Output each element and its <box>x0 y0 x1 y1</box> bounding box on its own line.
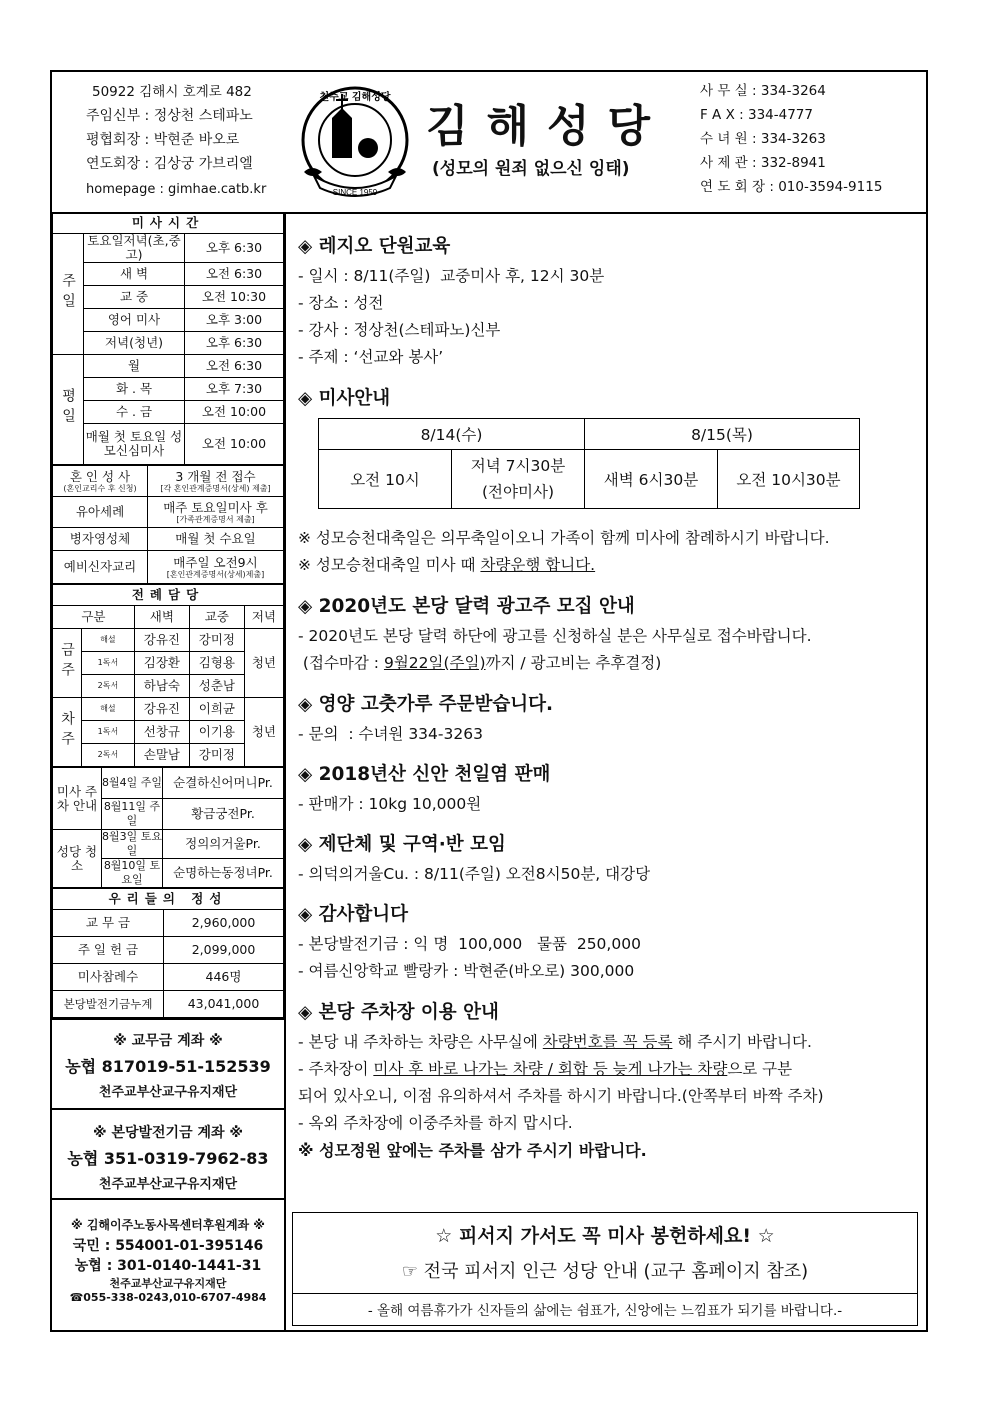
parish-title: 김해성당 <box>426 101 669 152</box>
contact-fax: F A X : 334-4777 <box>700 107 813 123</box>
liturgy-main: 성춘남 <box>189 675 244 698</box>
section-calendar-ads: ◈ 2020년도 본당 달력 광고주 모집 안내 <box>298 596 635 617</box>
sacrament-name: 예비신자교리 <box>53 551 148 584</box>
calendar-line: - 2020년도 본당 달력 하단에 광고를 신청하실 분은 사무실로 접수바랍니다. <box>298 627 812 645</box>
liturgy-main: 김형용 <box>189 652 244 675</box>
mass-note: ※ 성모승천대축일 미사 때 차량운행 합니다. <box>298 556 596 574</box>
account-number: 농협 351-0319-7962-83 <box>67 1149 269 1168</box>
sacrament-value: 매주 토요일미사 후 [가족관계증명서 제출] <box>148 497 284 528</box>
support-phone: ☎055-338-0243,010-6707-4984 <box>69 1291 267 1304</box>
mass-slot: 저녁 7시30분 (전야미사) <box>452 450 585 509</box>
notice-headline: ☆ 피서지 가서도 꼭 미사 봉헌하세요! ☆ <box>435 1225 775 1247</box>
mass-guide-table <box>318 418 860 509</box>
pastor: 주임신부 : 정상천 스테파노 <box>86 108 253 124</box>
liturgy-header: 교중 <box>189 606 244 629</box>
thanks-line: - 본당발전기금 : 익 명 100,000 물품 250,000 <box>298 935 641 953</box>
vacation-notice <box>292 1212 918 1326</box>
account-title: ※ 교무금 계좌 ※ <box>113 1033 223 1049</box>
parking-guide-label: 미사 주차 안내 <box>53 768 102 830</box>
mass-time: 오전 6:30 <box>185 263 284 286</box>
young-adult-head: 연도회장 : 김상궁 가브리엘 <box>86 156 253 172</box>
offering-value: 446명 <box>164 964 284 991</box>
sidebar <box>52 212 286 1330</box>
mass-name: 수 . 금 <box>84 401 185 424</box>
mass-time: 오전 10:30 <box>185 286 284 309</box>
parish-logo <box>292 80 418 206</box>
liturgy-dawn: 강유진 <box>134 629 189 652</box>
liturgy-main: 이기용 <box>189 721 244 744</box>
address: 50922 김해시 호계로 482 <box>92 84 252 100</box>
mass-name: 영어 미사 <box>84 309 185 332</box>
council-head: 평협회장 : 박현준 바오로 <box>86 132 240 148</box>
account-holder: 천주교부산교구유지재단 <box>98 1085 238 1100</box>
liturgy-dawn: 하남숙 <box>134 675 189 698</box>
liturgy-table <box>52 584 284 767</box>
liturgy-title: 전례담당 <box>53 585 284 606</box>
account-title: ※ 본당발전기금 계좌 ※ <box>92 1125 244 1141</box>
support-holder: 천주교부산교구유지재단 <box>109 1277 227 1290</box>
liturgy-header: 새벽 <box>134 606 189 629</box>
salt-line: - 판매가 : 10kg 10,000원 <box>298 795 482 813</box>
contact-rectory: 사 제 관 : 332-8941 <box>700 155 826 171</box>
mass-date: 8/14(수) <box>319 419 585 450</box>
sacrament-value: 매주일 오전9시 [혼인관계증명서(상세)제출] <box>148 551 284 584</box>
duty-group: 순결하신어머니Pr. <box>163 768 284 799</box>
account-holder: 천주교부산교구유지재단 <box>98 1177 238 1192</box>
sacrament-name: 혼 인 성 사 (혼인교리수 후 신청) <box>53 466 148 497</box>
mass-slot: 오전 10시 <box>319 450 452 509</box>
duty-date: 8월11일 주일 <box>102 799 163 830</box>
section-pepper: ◈ 영양 고춧가루 주문받습니다. <box>298 694 554 715</box>
section-legio: ◈ 레지오 단원교육 <box>298 236 451 257</box>
parking-line: 되어 있사오니, 이점 유의하셔서 주차를 하시기 바랍니다.(안쪽부터 바짝 주차) <box>298 1087 824 1105</box>
account-box <box>52 1018 284 1108</box>
liturgy-role: 2독서 <box>82 675 135 698</box>
mass-times-title: 미사시간 <box>53 213 284 234</box>
liturgy-dawn: 강유진 <box>134 698 189 721</box>
homepage-link[interactable]: homepage : gimhae.catb.kr <box>86 182 267 197</box>
liturgy-dawn: 손말남 <box>134 744 189 767</box>
bulletin-frame <box>50 70 928 1332</box>
thanks-line: - 여름신앙학교 빨랑카 : 박현준(바오로) 300,000 <box>298 962 635 980</box>
account-box <box>52 1108 284 1198</box>
liturgy-dawn: 선창규 <box>134 721 189 744</box>
weekday-label: 평일 <box>53 355 84 465</box>
liturgy-evening: 청년 <box>244 698 283 767</box>
section-meetings: ◈ 제단체 및 구역·반 모임 <box>298 834 506 855</box>
mass-times-table <box>52 212 284 465</box>
next-week-label: 차주 <box>53 698 82 767</box>
liturgy-role: 2독서 <box>82 744 135 767</box>
support-title: ※ 김해이주노동사목센터후원계좌 ※ <box>71 1218 265 1232</box>
duty-date: 8월10일 토요일 <box>102 859 163 888</box>
logo-text: 천주교 김해성당 <box>319 92 391 103</box>
offering-value: 2,960,000 <box>164 910 284 937</box>
offerings-table <box>52 888 284 1018</box>
cleaning-label: 성당 청소 <box>53 830 102 888</box>
mass-time: 오후 7:30 <box>185 378 284 401</box>
offering-name: 교 무 금 <box>53 910 164 937</box>
liturgy-header: 구분 <box>53 606 135 629</box>
duty-date: 8월3일 토요일 <box>102 830 162 857</box>
liturgy-evening: 청년 <box>244 629 283 698</box>
parking-note: ※ 성모정원 앞에는 주차를 삼가 주시기 바랍니다. <box>298 1141 647 1160</box>
sacrament-name: 유아세례 <box>53 497 148 528</box>
parish-subtitle: (성모의 원죄 없으신 잉태) <box>432 159 630 179</box>
duty-table <box>52 767 284 888</box>
mass-name: 매월 첫 토요일 성모신심미사 <box>84 424 185 465</box>
mass-name: 새 벽 <box>84 263 185 286</box>
mass-time: 오후 6:30 <box>185 332 284 355</box>
section-thanks: ◈ 감사합니다 <box>298 904 409 925</box>
meetings-line: - 의덕의거울Cu. : 8/11(주일) 오전8시50분, 대강당 <box>298 865 651 883</box>
mass-name: 교 중 <box>84 286 185 309</box>
section-salt: ◈ 2018년산 신안 천일염 판매 <box>298 764 551 785</box>
sacraments-table <box>52 465 284 584</box>
account-number: 농협 817019-51-152539 <box>65 1057 271 1076</box>
mass-time: 오전 6:30 <box>185 355 284 378</box>
parking-line: - 주차장이 미사 후 바로 나가는 차량 / 회합 등 늦게 나가는 차량으로 구분 <box>298 1060 793 1078</box>
sacrament-value: 3 개월 전 접수 [각 혼인관계증명서(상세) 제출] <box>148 466 284 497</box>
sunday-label: 주일 <box>53 234 84 355</box>
sacrament-value: 매월 첫 수요일 <box>148 528 284 551</box>
liturgy-role: 1독서 <box>82 652 135 675</box>
liturgy-role: 1독서 <box>82 721 135 744</box>
section-mass-guide: ◈ 미사안내 <box>298 388 391 409</box>
duty-date: 8월4일 주일 <box>102 768 163 799</box>
support-box <box>52 1198 284 1316</box>
mass-slot: 새벽 6시30분 <box>585 450 718 509</box>
contact-convent: 수 녀 원 : 334-3263 <box>700 131 826 147</box>
duty-group: 황금궁전Pr. <box>163 799 284 830</box>
offering-name: 본당발전기금누계 <box>53 991 164 1018</box>
legio-line: - 주제 : ‘선교와 봉사’ <box>298 348 444 366</box>
mass-slot: 오전 10시30분 <box>718 450 860 509</box>
main-content <box>286 212 926 1330</box>
support-account-2: 농협 : 301-0140-1441-31 <box>74 1258 262 1274</box>
duty-group: 정의의거울Pr. <box>163 830 284 859</box>
logo-since: SINCE 1959 <box>332 188 378 197</box>
this-week-label: 금주 <box>53 629 82 698</box>
liturgy-main: 강미정 <box>189 629 244 652</box>
notice-footer: - 올해 여름휴가가 신자들의 삶에는 쉼표가, 신앙에는 느낌표가 되기를 바랍니다.- <box>367 1303 843 1319</box>
mass-name: 토요일저녁(초,중고) <box>84 234 185 263</box>
mass-name: 화 . 목 <box>84 378 185 401</box>
parking-line: - 옥외 주차장에 이중주차를 하지 맙시다. <box>298 1114 573 1132</box>
section-parking: ◈ 본당 주차장 이용 안내 <box>298 1002 499 1023</box>
liturgy-role: 해설 <box>82 629 135 652</box>
header <box>52 72 926 214</box>
mass-time: 오전 10:00 <box>185 401 284 424</box>
legio-line: - 강사 : 정상천(스테파노)신부 <box>298 321 501 339</box>
mass-note: ※ 성모승천대축일은 의무축일이오니 가족이 함께 미사에 참례하시기 바랍니다. <box>298 529 830 547</box>
parking-line: - 본당 내 주차하는 차량은 사무실에 차량번호를 꼭 등록 해 주시기 바랍니다. <box>298 1033 812 1051</box>
offering-value: 2,099,000 <box>164 937 284 964</box>
liturgy-role: 해설 <box>82 698 135 721</box>
mass-name: 저녁(청년) <box>84 332 185 355</box>
duty-group: 순명하는동정녀Pr. <box>163 859 284 888</box>
offering-name: 주 일 헌 금 <box>53 937 164 964</box>
legio-line: - 장소 : 성전 <box>298 294 384 312</box>
notice-subline: ☞ 전국 피서지 인근 성당 안내 (교구 홈페이지 참조) <box>401 1261 809 1282</box>
offering-name: 미사참례수 <box>53 964 164 991</box>
mass-date: 8/15(목) <box>585 419 860 450</box>
pepper-line: - 문의 : 수녀원 334-3263 <box>298 725 483 743</box>
liturgy-main: 이희균 <box>189 698 244 721</box>
calendar-line: (접수마감 : 9월22일(주일)까지 / 광고비는 추후결정) <box>298 654 662 672</box>
legio-line: - 일시 : 8/11(주일) 교중미사 후, 12시 30분 <box>298 267 605 285</box>
contact-office: 사 무 실 : 334-3264 <box>700 83 826 99</box>
liturgy-main: 강미정 <box>189 744 244 767</box>
offering-value: 43,041,000 <box>164 991 284 1018</box>
sacrament-name: 병자영성체 <box>53 528 148 551</box>
liturgy-header: 저녁 <box>244 606 283 629</box>
offerings-title: 우리들의 정성 <box>53 889 284 910</box>
contact-young-adult: 연 도 회 장 : 010-3594-9115 <box>700 179 883 195</box>
mass-name: 월 <box>84 355 185 378</box>
mass-time: 오전 10:00 <box>185 424 284 465</box>
support-account-1: 국민 : 554001-01-395146 <box>72 1238 264 1254</box>
mass-time: 오후 3:00 <box>185 309 284 332</box>
liturgy-dawn: 김장환 <box>134 652 189 675</box>
mass-time: 오후 6:30 <box>185 234 284 263</box>
